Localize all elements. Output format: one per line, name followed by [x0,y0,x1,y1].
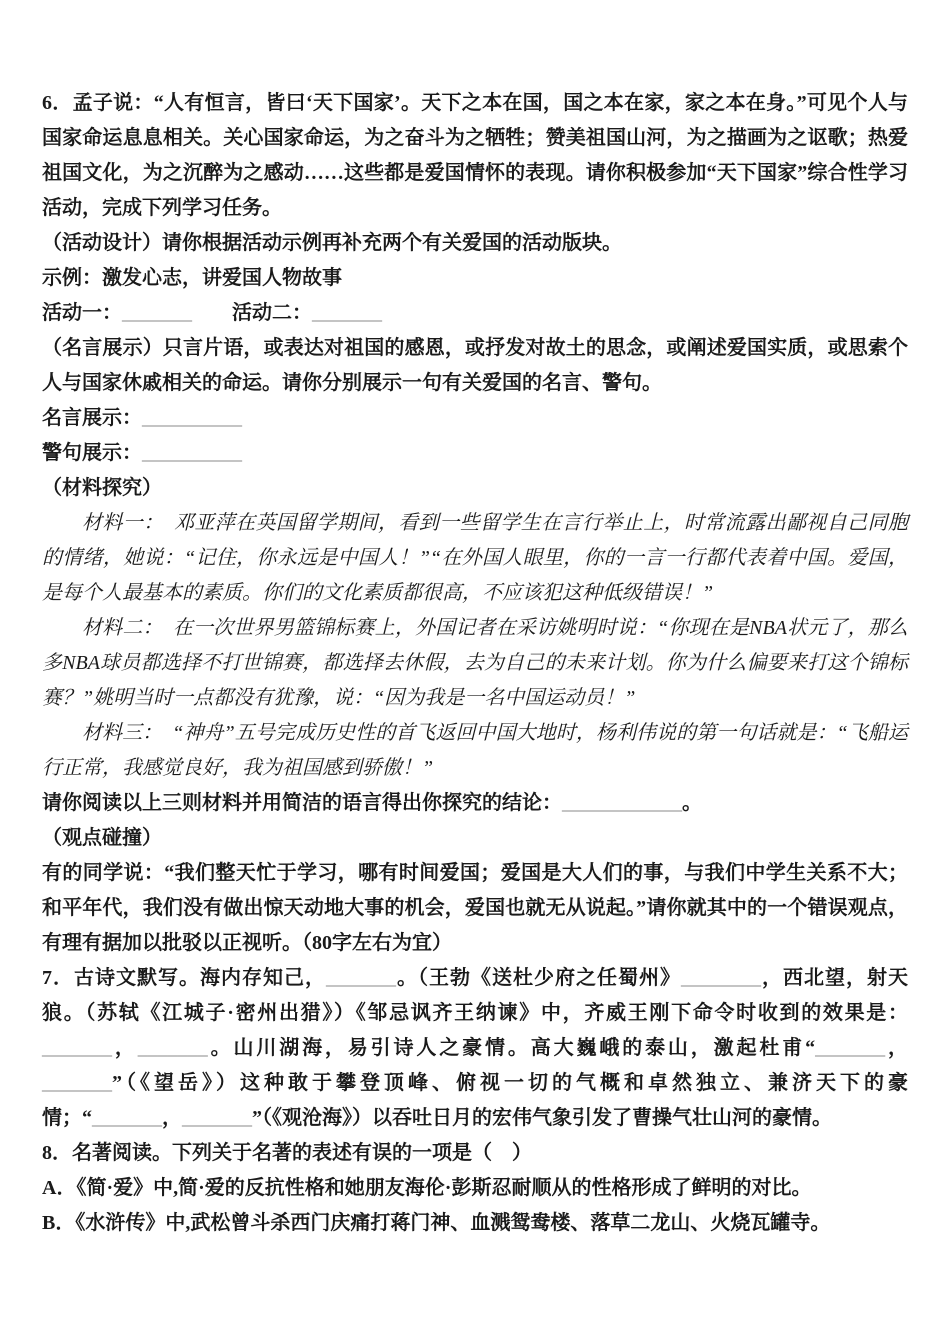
paragraph-q6-material-2 [42,611,908,716]
paragraph-q6-activity-design [42,226,908,261]
text-run: ， [112,1037,138,1059]
text-run: 材料三： “神舟”五号完成历史性的首飞返回中国大地时，杨利伟说的第一句话就是：“飞船运行正常，我感觉良好，我为祖国感到骄傲！” [42,722,908,779]
paragraph-q6-material-1 [42,506,908,611]
paragraph-q8-stem [42,1136,908,1171]
text-run: ”（《观沧海》）以吞吐日月的宏伟气象引发了曹操气壮山河的豪情。 [252,1107,832,1129]
paragraph-q6-viewpoint-heading [42,821,908,856]
text-run: 警句展示： [42,442,142,464]
paragraph-q6-conclusion [42,786,908,821]
text-run: ”（《望岳》）这种敢于攀登顶峰、俯视一切的气概和卓然独立、兼济天下的豪情；“ [42,1072,908,1129]
document-body [42,86,908,1241]
text-run: ， [885,1037,909,1059]
blank-line: _______ [42,1072,112,1094]
text-run: 请你阅读以上三则材料并用简洁的语言得出你探究的结论： [42,792,562,814]
paragraph-q6-material-heading [42,471,908,506]
paragraph-q8-option-a [42,1171,908,1206]
text-run: 。 [682,792,702,814]
paragraph-q6-viewpoint [42,856,908,961]
blank-line: _______ [326,967,396,989]
blank-line: ____________ [562,792,682,814]
blank-line: __________ [142,442,242,464]
paragraph-q6-quote-display [42,331,908,401]
paragraph-q6-mingyan-blank [42,401,908,436]
paragraph-q6-jingju-blank [42,436,908,471]
text-run: 。山川湖海，易引诗人之豪情。高大巍峨的泰山，激起杜甫“ [207,1037,816,1059]
text-run: 有的同学说：“我们整天忙于学习，哪有时间爱国；爱国是大人们的事，与我们中学生关系不大；和平年代，我们没有做出惊天动地大事的机会，爱国也就无从说起。”请你就其中的一个错误观点，有理有据加以批驳以正视听。（80字左右为宜） [42,862,908,954]
text-run: 活动二： [192,302,312,324]
paragraph-q6-stem [42,86,908,226]
text-run: （活动设计）请你根据活动示例再补充两个有关爱国的活动版块。 [42,232,622,254]
text-run: 8．名著阅读。下列关于名著的表述有误的一项是（ ） [42,1142,532,1164]
text-run: 7．古诗文默写。海内存知己， [42,967,326,989]
text-run: 示例：激发心志，讲爱国人物故事 [42,267,342,289]
text-run: 。（王勃《送杜少府之任蜀州》 [396,967,681,989]
blank-line: _______ [92,1107,162,1129]
blank-line: _______ [122,302,192,324]
text-run: （名言展示）只言片语，或表达对祖国的感恩，或抒发对故土的思念，或阐述爱国实质，或思索个人与国家休戚相关的命运。请你分别展示一句有关爱国的名言、警句。 [42,337,908,394]
blank-line: _______ [182,1107,252,1129]
blank-line: _______ [137,1037,208,1059]
paragraph-q7-dictation [42,961,908,1136]
text-run: 材料二： 在一次世界男篮锦标赛上，外国记者在采访姚明时说：“你现在是NBA状元了，那么多NBA球员都选择不打世锦赛，都选择去休假，去为自己的未来计划。你为什么偏要来打这个锦标赛？”姚明当时一点都没有犹豫，说：“因为我是一名中国运动员！” [42,617,908,709]
text-run: A．《简·爱》中,简·爱的反抗性格和她朋友海伦·彭斯忍耐顺从的性格形成了鲜明的对比。 [42,1177,812,1199]
text-run: （材料探究） [42,477,162,499]
text-run: 6．孟子说：“人有恒言，皆曰‘天下国家’。天下之本在国，国之本在家，家之本在身。”可见个人与国家命运息息相关。关心国家命运，为之奋斗为之牺牲；赞美祖国山河，为之描画为之讴歌；热爱祖国文化，为之沉醉为之感动……这些都是爱国情怀的表现。请你积极参加“天下国家”综合性学习活动，完成下列学习任务。 [42,92,908,219]
blank-line: __________ [142,407,242,429]
text-run: B．《水浒传》中,武松曾斗杀西门庆痛打蒋门神、血溅鸳鸯楼、落草二龙山、火烧瓦罐寺。 [42,1212,831,1234]
blank-line: _______ [815,1037,886,1059]
paragraph-q6-activity-blanks [42,296,908,331]
blank-line: _______ [312,302,382,324]
text-run: 活动一： [42,302,122,324]
text-run: ，西北望，射天狼。（苏轼《江城子·密州出猎》）《邹忌讽齐王纳谏》中，齐威王刚下命令时收到的效果是： [42,967,908,1024]
paragraph-q6-example [42,261,908,296]
blank-line: ________ [681,967,761,989]
blank-line: _______ [42,1037,112,1059]
paragraph-q6-material-3 [42,716,908,786]
text-run: （观点碰撞） [42,827,162,849]
text-run: 名言展示： [42,407,142,429]
text-run: ， [162,1107,182,1129]
paragraph-q8-option-b [42,1206,908,1241]
text-run: 材料一： 邓亚萍在英国留学期间，看到一些留学生在言行举止上，时常流露出鄙视自己同胞的情绪，她说：“记住，你永远是中国人！”“在外国人眼里，你的一言一行都代表着中国。爱国，是每个人最基本的素质。你们的文化素质都很高，不应该犯这种低级错误！” [42,512,908,604]
